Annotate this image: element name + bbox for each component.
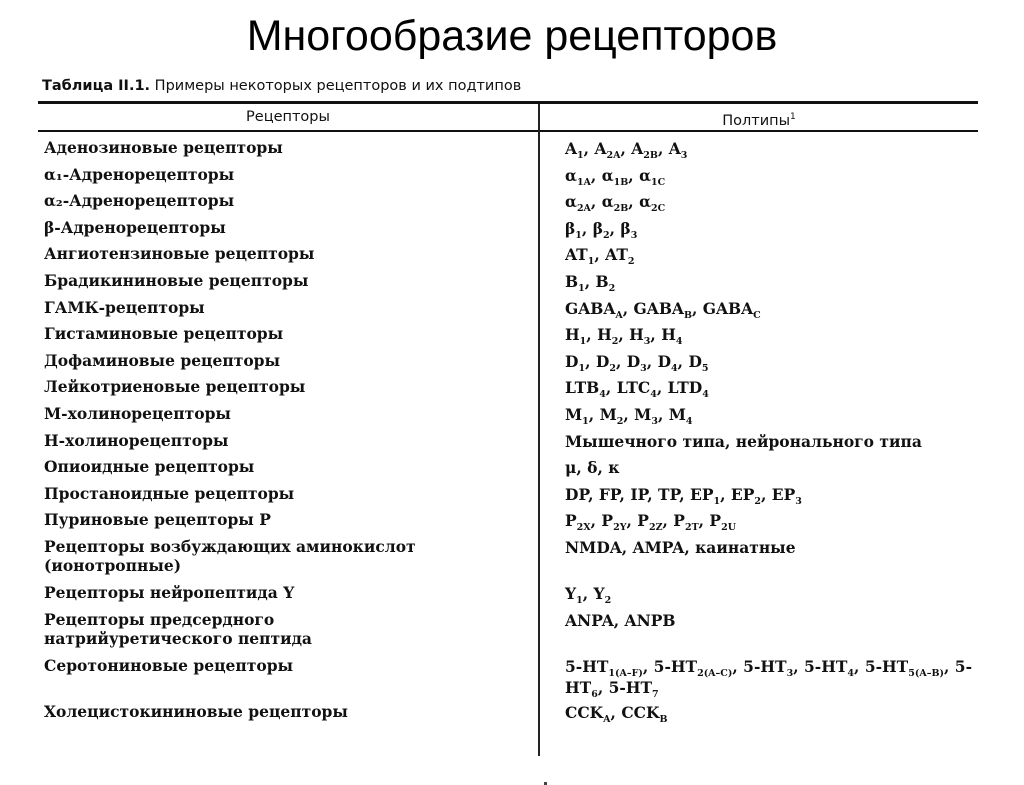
subtype-base: , β <box>581 218 604 238</box>
subtype-subscript: 1 <box>578 362 586 374</box>
receptor-subtypes <box>565 165 975 186</box>
subtype-base: D <box>565 351 579 371</box>
receptor-subtypes <box>565 583 975 604</box>
subtype-base: , H <box>618 325 644 345</box>
subtype-base: , β <box>609 218 631 238</box>
receptor-subtypes <box>565 510 975 534</box>
column-header-subtypes-label: Полтипы <box>722 113 791 129</box>
table-row <box>38 348 978 375</box>
table-row <box>38 699 978 726</box>
subtype-base: ANPA, ANPB <box>565 610 676 630</box>
subtype-base: Мышечного типа, нейронального типа <box>565 431 922 451</box>
subtype-base: , 5-HT <box>854 656 909 676</box>
receptor-subtypes <box>565 244 975 268</box>
subtype-base: , H <box>586 325 612 345</box>
subtype-subscript: 2 <box>627 256 635 268</box>
subtype-subscript: 1(A–F) <box>608 667 643 679</box>
subtype-subscript: 4 <box>671 362 678 374</box>
receptor-name: М-холинорецепторы <box>44 403 231 423</box>
subtype-subscript: 2C <box>651 203 666 215</box>
subtype-base: , α <box>590 165 614 185</box>
subtype-subscript: 6 <box>591 688 598 700</box>
subtype-base: , α <box>628 192 652 212</box>
receptor-name: β-Адренорецепторы <box>44 217 226 237</box>
subtype-base: , LTC <box>605 378 651 398</box>
subtype-subscript: C <box>753 309 761 321</box>
footnote-marker: 1 <box>790 112 796 122</box>
subtype-base: , D <box>615 351 641 371</box>
subtype-base: , 5-HT <box>597 677 653 697</box>
table-row <box>38 534 978 580</box>
subtype-subscript: 2X <box>576 522 591 534</box>
subtype-base: , GABA <box>622 298 684 318</box>
slide-title: Многообразие рецепторов <box>246 12 778 60</box>
receptor-name: ГАМК-рецепторы <box>44 297 205 317</box>
subtype-base: P <box>565 511 577 531</box>
subtype-subscript: 3 <box>630 229 638 241</box>
subtype-subscript: 4 <box>675 336 683 348</box>
subtype-base: , 5-HT <box>793 656 848 676</box>
subtype-subscript: 2A <box>576 203 591 215</box>
subtype-base: , A <box>583 139 607 158</box>
receptor-subtypes <box>565 377 975 401</box>
receptor-subtypes <box>565 324 975 348</box>
subtype-subscript: 1C <box>651 176 666 188</box>
subtype-base: AT <box>565 245 588 265</box>
subtype-base: , D <box>677 351 702 371</box>
table-row <box>38 507 978 534</box>
receptor-name: Дофаминовые рецепторы <box>44 350 281 370</box>
receptor-subtypes <box>565 191 975 215</box>
receptor-name: Лейкотриеновые рецепторы <box>44 377 306 397</box>
subtype-subscript: 1 <box>582 415 589 427</box>
receptor-subtypes <box>565 138 975 159</box>
subtype-subscript: 2 <box>604 594 612 606</box>
subtype-base: , M <box>623 404 652 424</box>
subtype-subscript: 1 <box>576 594 583 606</box>
subtype-base: , LTD <box>656 378 703 398</box>
subtype-base: H <box>565 325 580 345</box>
subtype-base: , Y <box>582 583 605 603</box>
subtype-base: , P <box>626 511 649 531</box>
receptor-name: Пуриновые рецепторы P <box>44 510 271 530</box>
receptor-name: α₁-Адренорецепторы <box>44 164 235 184</box>
table-caption-number: Таблица II.1. <box>42 78 151 94</box>
receptor-name: Серотониновые рецепторы <box>44 655 294 675</box>
subtype-subscript: 2Y <box>613 522 627 534</box>
table-row <box>38 454 978 481</box>
table-row <box>38 607 978 653</box>
subtype-subscript: 2B <box>643 150 658 161</box>
receptor-subtypes <box>565 431 975 452</box>
receptor-name: α₂-Адренорецепторы <box>44 191 235 211</box>
receptor-subtypes <box>565 218 975 239</box>
subtype-subscript: 1 <box>577 150 584 161</box>
subtype-subscript: 2T <box>684 522 699 534</box>
receptor-name: Рецепторы предсердного натрийуретического пептида <box>44 609 312 648</box>
subtype-subscript: B <box>659 713 668 725</box>
subtype-subscript: B <box>683 309 692 321</box>
subtype-subscript: 5(A–B) <box>908 667 944 679</box>
subtype-base: , A <box>620 139 644 158</box>
table-caption <box>42 76 521 96</box>
subtype-subscript: 1A <box>576 176 591 188</box>
subtype-subscript: 2(A–C) <box>697 667 733 679</box>
table-row <box>38 215 978 242</box>
subtype-base: , 5-HT <box>565 656 973 697</box>
table-row <box>38 188 978 215</box>
subtype-base: , 5-HT <box>642 656 698 676</box>
subtype-base: 5-HT <box>565 656 609 676</box>
subtype-base: , H <box>650 325 676 345</box>
subtype-subscript: 3 <box>795 495 802 507</box>
subtype-base: M <box>565 404 583 424</box>
subtype-base: DP, FP, IP, TP, EP <box>565 484 714 504</box>
subtype-subscript: 2Z <box>648 522 663 534</box>
table-row <box>38 653 978 699</box>
subtype-subscript: A <box>603 713 611 725</box>
subtype-base: , M <box>657 404 686 424</box>
subtype-subscript: 3 <box>640 362 647 374</box>
receptor-subtypes <box>565 484 975 505</box>
receptor-subtypes <box>565 271 975 292</box>
subtype-subscript: 5 <box>701 362 709 374</box>
column-header-subtypes <box>540 107 978 131</box>
subtype-subscript: 4 <box>650 389 657 401</box>
receptor-subtypes <box>565 702 975 723</box>
subtype-base: , α <box>590 192 614 212</box>
subtype-subscript: 3 <box>680 150 688 161</box>
table-row <box>38 162 978 189</box>
subtype-base: , B <box>584 271 609 291</box>
table-row <box>38 268 978 295</box>
table-body <box>38 135 978 725</box>
receptor-name: Опиоидные рецепторы <box>44 457 255 477</box>
table-row <box>38 295 978 322</box>
subtype-base: , D <box>646 351 672 371</box>
subtype-base: , P <box>698 511 722 531</box>
receptor-name: Н-холинорецепторы <box>44 430 229 450</box>
table-header-rule <box>38 130 978 132</box>
subtype-subscript: 1B <box>613 176 629 188</box>
subtype-base: β <box>565 218 576 238</box>
subtype-base: CCK <box>565 702 604 722</box>
subtype-subscript: A <box>615 309 623 321</box>
subtype-base: LTB <box>565 378 600 398</box>
subtype-subscript: 4 <box>685 415 693 427</box>
subtype-subscript: 3 <box>786 667 794 679</box>
subtype-base: , AT <box>594 245 628 265</box>
receptor-subtypes <box>565 537 975 558</box>
subtype-subscript: 4 <box>847 667 855 679</box>
subtype-subscript: 2 <box>616 415 624 427</box>
table-row <box>38 241 978 268</box>
receptor-subtypes <box>565 298 975 319</box>
subtype-subscript: 1 <box>578 282 585 294</box>
subtype-base: α <box>565 192 577 212</box>
subtype-subscript: 4 <box>599 389 606 401</box>
subtype-subscript: 7 <box>652 688 659 700</box>
receptor-name: Ангиотензиновые рецепторы <box>44 244 315 264</box>
receptor-name: Простаноидные рецепторы <box>44 483 295 503</box>
subtype-base: , CCK <box>610 702 660 722</box>
subtype-base: , GABA <box>691 298 754 318</box>
subtype-subscript: 2B <box>613 203 629 215</box>
column-header-receptors: Рецепторы <box>246 109 330 125</box>
subtype-subscript: 2 <box>754 495 762 507</box>
subtype-base: μ, δ, κ <box>565 458 620 478</box>
subtype-base: , α <box>628 165 652 185</box>
receptor-name: Рецепторы нейропептида Y <box>44 582 295 602</box>
subtype-base: , P <box>590 511 614 531</box>
subtype-subscript: 2 <box>609 362 616 374</box>
subtype-subscript: 2A <box>606 150 621 161</box>
subtype-base: , EP <box>761 484 796 504</box>
table-row <box>38 580 978 607</box>
table-row <box>38 135 978 162</box>
subtype-subscript: 2 <box>611 336 619 348</box>
subtype-base: α <box>565 165 577 185</box>
subtype-base: , D <box>585 351 610 371</box>
subtype-subscript: 1 <box>713 495 721 507</box>
receptor-name: Холецистокининовые рецепторы <box>44 701 348 721</box>
subtype-subscript: 3 <box>643 336 651 348</box>
subtype-base: , EP <box>720 484 755 504</box>
table-row <box>38 481 978 508</box>
receptor-name: Рецепторы возбуждающих аминокислот (ионотропные) <box>44 536 416 575</box>
receptor-name: Гистаминовые рецепторы <box>44 324 284 344</box>
subtype-subscript: 1 <box>579 336 587 348</box>
subtype-base: , A <box>657 139 681 158</box>
receptor-subtypes <box>565 404 975 425</box>
subtype-base: GABA <box>565 298 616 318</box>
table-caption-text: Примеры некоторых рецепторов и их подтипов <box>154 78 522 94</box>
table-row <box>38 428 978 455</box>
receptor-subtypes <box>565 351 975 372</box>
subtype-base: NMDA, AMPA, каинатные <box>565 537 796 557</box>
subtype-base: , M <box>588 404 617 424</box>
subtype-subscript: 2 <box>608 282 616 294</box>
subtype-base: Y <box>565 583 577 603</box>
receptor-subtypes <box>565 610 975 631</box>
receptor-subtypes <box>565 656 975 698</box>
subtype-subscript: 3 <box>651 415 658 427</box>
subtype-subscript: 1 <box>587 256 595 268</box>
scanned-table <box>38 74 980 762</box>
subtype-base: , 5-HT <box>732 656 787 676</box>
table-row <box>38 321 978 348</box>
receptor-subtypes <box>565 457 975 478</box>
subtype-base: A <box>565 139 578 158</box>
subtype-base: , P <box>662 511 685 531</box>
subtype-subscript: 2 <box>603 229 610 241</box>
subtype-subscript: 1 <box>575 229 582 241</box>
subtype-subscript: 2U <box>721 522 736 534</box>
subtype-base: B <box>565 271 579 291</box>
table-row <box>38 401 978 428</box>
table-row <box>38 374 978 401</box>
subtype-subscript: 4 <box>702 389 709 401</box>
receptor-name: Аденозиновые рецепторы <box>44 138 283 157</box>
table-top-rule <box>38 101 978 104</box>
receptor-name: Брадикининовые рецепторы <box>44 270 309 290</box>
